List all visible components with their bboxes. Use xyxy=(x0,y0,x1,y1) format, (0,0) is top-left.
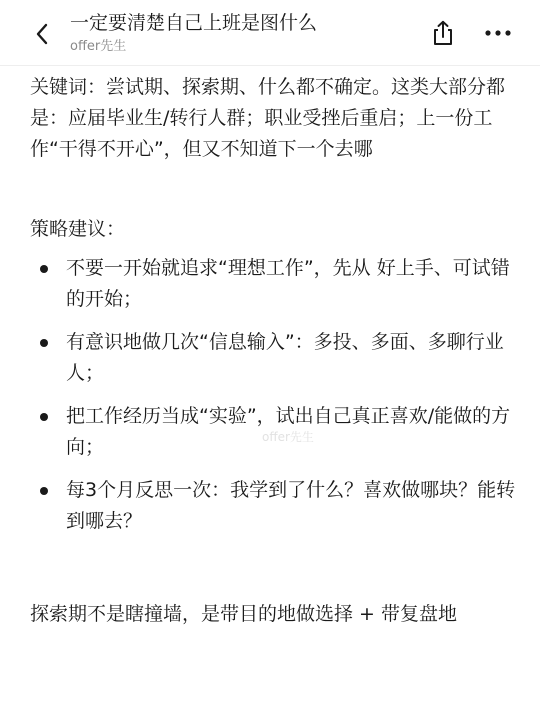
author-name[interactable]: offer先生 xyxy=(70,39,127,54)
list-item-text: 不要一开始就追求“理想工作”，先从 好上手、可试错 的开始； xyxy=(66,257,510,310)
top-bar xyxy=(0,0,540,66)
back-button[interactable] xyxy=(28,20,56,48)
chevron-left-icon xyxy=(35,23,49,45)
list-item xyxy=(30,475,520,537)
watermark: offer先生 xyxy=(262,430,314,444)
title-block xyxy=(70,10,410,56)
more-horizontal-icon xyxy=(485,30,511,36)
conclusion-paragraph: 探索期不是瞎撞墙，是带目的地做选择 + 带复盘地 xyxy=(30,603,458,625)
strategy-heading: 策略建议： xyxy=(30,218,126,240)
page-title: 一定要清楚自己上班是图什么 xyxy=(70,12,318,34)
share-icon xyxy=(432,20,454,46)
list-item-text: 有意识地做几次“信息输入”：多投、多面、多聊行业人； xyxy=(66,331,504,384)
article-body xyxy=(30,72,520,630)
keywords-paragraph: 关键词：尝试期、探索期、什么都不确定。这类大部分都是：应届毕业生/转行人群；职业受挫后重启；上一份工作“干得不开心”，但又不知道下一个去哪 xyxy=(30,76,506,160)
bullet-dot xyxy=(40,265,48,273)
list-item-text: 每3个月反思一次：我学到了什么？喜欢做哪块？能转到哪去？ xyxy=(66,479,516,532)
list-item-text: 把工作经历当成“实验”，试出自己真正喜欢/能做的方向； xyxy=(66,405,511,458)
strategy-list xyxy=(30,253,520,537)
list-item xyxy=(30,327,520,389)
more-button[interactable] xyxy=(482,18,514,48)
bullet-dot xyxy=(40,413,48,421)
list-item xyxy=(30,253,520,315)
bullet-dot xyxy=(40,339,48,347)
share-button[interactable] xyxy=(428,18,458,48)
bullet-dot xyxy=(40,487,48,495)
